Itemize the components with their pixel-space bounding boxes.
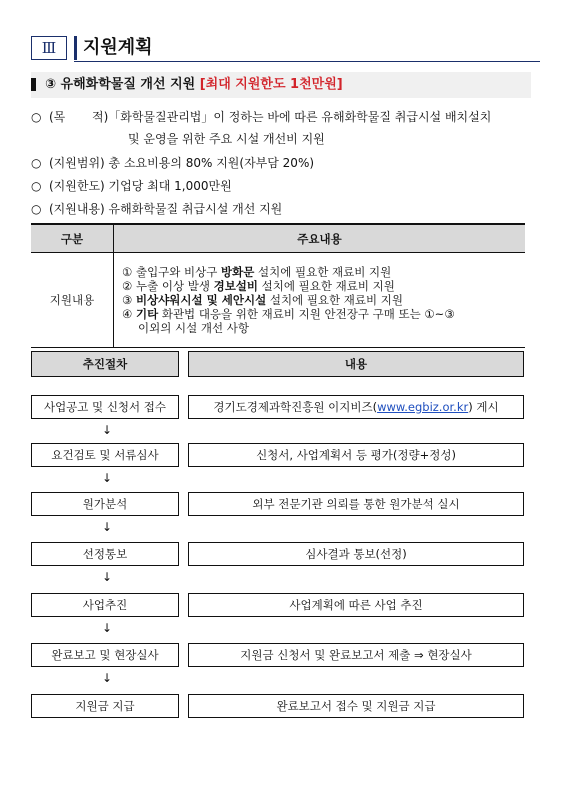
subheading bbox=[31, 72, 531, 98]
support-item: ④ 기타 화관법 대응을 위한 재료비 지원 안전장구 구매 또는 ①~③ bbox=[122, 307, 455, 321]
support-items bbox=[114, 253, 526, 348]
subheading-highlight: [최대 지원한도 1천만원] bbox=[199, 77, 343, 92]
bullet-text: (목 적)「화학물질관리법」이 정하는 바에 따른 유해화학물질 취급시설 배치설치 bbox=[49, 110, 492, 124]
bullet-symbol: ○ bbox=[31, 179, 42, 193]
bullet-content bbox=[31, 200, 282, 217]
support-item: ① 출입구와 비상구 방화문 설치에 필요한 재료비 지원 bbox=[122, 265, 392, 279]
procedure-desc-2: 신청서, 사업계획서 등 평가(정량+정성) bbox=[188, 443, 524, 467]
procedure-desc-5: 사업계획에 따른 사업 추진 bbox=[188, 593, 524, 617]
procedure-step-7: 지원금 지급 bbox=[31, 694, 179, 718]
flow-arrow: ↓ bbox=[102, 570, 113, 584]
table-header-category: 구분 bbox=[31, 224, 114, 253]
bullet-purpose-cont: 및 운영을 위한 주요 시설 개선비 지원 bbox=[128, 132, 325, 146]
flow-arrow: ↓ bbox=[102, 520, 113, 534]
bullet-text: (지원범위) 총 소요비용의 80% 지원(자부담 20%) bbox=[49, 156, 315, 170]
procedure-step-2: 요건검토 및 서류심사 bbox=[31, 443, 179, 467]
section-header bbox=[31, 36, 541, 62]
bullet-scope bbox=[31, 154, 314, 171]
procedure-step-1: 사업공고 및 신청서 접수 bbox=[31, 395, 179, 419]
procedure-desc-4: 심사결과 통보(선정) bbox=[188, 542, 524, 566]
bullet-symbol: ○ bbox=[31, 202, 42, 216]
title-underline bbox=[74, 61, 540, 62]
support-table bbox=[31, 223, 525, 348]
procedure-step-3: 원가분석 bbox=[31, 492, 179, 516]
procedure-desc-3: 외부 전문기관 의뢰를 통한 원가분석 실시 bbox=[188, 492, 524, 516]
bullet-symbol: ○ bbox=[31, 110, 42, 124]
title-bar bbox=[74, 36, 77, 60]
flow-arrow: ↓ bbox=[102, 423, 113, 437]
support-item: ② 누출 이상 발생 경보설비 설치에 필요한 재료비 지원 bbox=[122, 279, 395, 293]
support-item: ③ 비상샤워시설 및 세안시설 설치에 필요한 재료비 지원 bbox=[122, 293, 404, 307]
subheading-number: ③ bbox=[45, 77, 57, 92]
bullet-text: (지원내용) 유해화학물질 취급시설 개선 지원 bbox=[49, 202, 283, 216]
section-number: Ⅲ bbox=[31, 36, 67, 60]
subheading-text bbox=[45, 72, 343, 98]
page-title: 지원계획 bbox=[83, 37, 153, 58]
support-item-cont: 이외의 시설 개선 사항 bbox=[138, 321, 249, 335]
procedure-desc-7: 완료보고서 접수 및 지원금 지급 bbox=[188, 694, 524, 718]
flow-arrow: ↓ bbox=[102, 471, 113, 485]
row-label: 지원내용 bbox=[31, 253, 114, 348]
table-header-content: 주요내용 bbox=[114, 224, 526, 253]
procedure-desc-1: 경기도경제과학진흥원 이지비즈( www.egbiz.or.kr ) 게시 bbox=[188, 395, 524, 419]
procedure-header-step: 추진절차 bbox=[31, 351, 179, 377]
bullet-symbol: ○ bbox=[31, 156, 42, 170]
flow-arrow: ↓ bbox=[102, 621, 113, 635]
procedure-step-6: 완료보고 및 현장실사 bbox=[31, 643, 179, 667]
procedure-desc-6: 지원금 신청서 및 완료보고서 제출 ⇒ 현장실사 bbox=[188, 643, 524, 667]
subheading-label: 유해화학물질 개선 지원 bbox=[60, 77, 196, 92]
procedure-step-5: 사업추진 bbox=[31, 593, 179, 617]
procedure-header-content: 내용 bbox=[188, 351, 524, 377]
flow-arrow: ↓ bbox=[102, 671, 113, 685]
bullet-text: (지원한도) 기업당 최대 1,000만원 bbox=[49, 179, 232, 193]
subheading-marker bbox=[31, 78, 36, 91]
procedure-step-4: 선정통보 bbox=[31, 542, 179, 566]
bullet-limit bbox=[31, 177, 232, 194]
egbiz-link[interactable]: www.egbiz.or.kr bbox=[377, 400, 469, 414]
bullet-purpose bbox=[31, 108, 491, 125]
